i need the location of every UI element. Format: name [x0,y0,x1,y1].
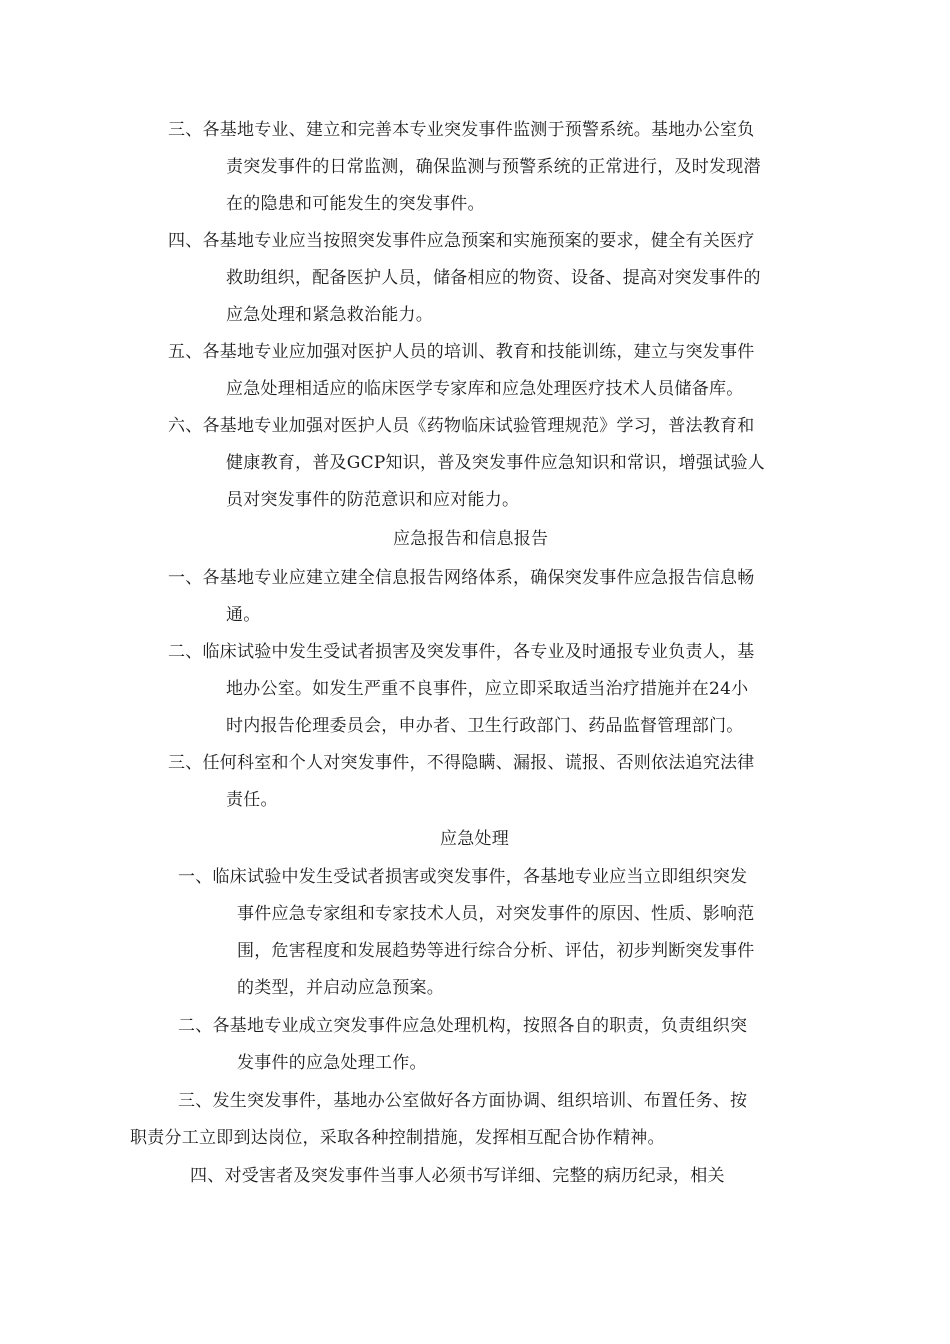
paragraph-line: 五、各基地专业应加强对医护人员的培训、教育和技能训练，建立与突发事件 [168,342,755,362]
paragraph-line: 员对突发事件的防范意识和应对能力。 [226,490,520,510]
paragraph-line: 三、各基地专业、建立和完善本专业突发事件监测于预警系统。基地办公室负 [168,120,755,140]
section-heading: 应急报告和信息报告 [393,529,549,549]
paragraph-line: 在的隐患和可能发生的突发事件。 [226,194,485,214]
paragraph-line: 发事件的应急处理工作。 [237,1053,427,1073]
paragraph-line: 一、各基地专业应建立建全信息报告网络体系，确保突发事件应急报告信息畅 [168,568,755,588]
paragraph-line: 应急处理相适应的临床医学专家库和应急处理医疗技术人员储备库。 [226,379,744,399]
paragraph-line: 围，危害程度和发展趋势等进行综合分析、评估，初步判断突发事件 [237,941,755,961]
section-heading: 应急处理 [440,829,509,849]
paragraph-line: 地办公室。如发生严重不良事件，应立即采取适当治疗措施并在24小 [226,679,749,699]
paragraph-line: 通。 [226,605,261,625]
paragraph-line: 责突发事件的日常监测，确保监测与预警系统的正常进行，及时发现潜 [226,157,761,177]
paragraph-line: 应急处理和紧急救治能力。 [226,305,433,325]
paragraph-line: 职责分工立即到达岗位，采取各种控制措施，发挥相互配合协作精神。 [130,1128,665,1148]
paragraph-line: 的类型，并启动应急预案。 [237,978,444,998]
paragraph-line: 健康教育，普及GCP知识，普及突发事件应急知识和常识，增强试验人 [226,453,766,473]
paragraph-line: 救助组织，配备医护人员，储备相应的物资、设备、提高对突发事件的 [226,268,761,288]
paragraph-line: 二、临床试验中发生受试者损害及突发事件，各专业及时通报专业负责人，基 [168,642,755,662]
paragraph-line: 二、各基地专业成立突发事件应急处理机构，按照各自的职责，负责组织突 [178,1016,748,1036]
paragraph-line: 四、各基地专业应当按照突发事件应急预案和实施预案的要求，健全有关医疗 [168,231,755,251]
paragraph-line: 三、发生突发事件，基地办公室做好各方面协调、组织培训、布置任务、按 [178,1091,748,1111]
paragraph-line: 责任。 [226,790,278,810]
paragraph-line: 六、各基地专业加强对医护人员《药物临床试验管理规范》学习，普法教育和 [168,416,755,436]
paragraph-line: 四、对受害者及突发事件当事人必须书写详细、完整的病历纪录，相关 [190,1166,725,1186]
paragraph-line: 时内报告伦理委员会，申办者、卫生行政部门、药品监督管理部门。 [226,716,744,736]
paragraph-line: 三、任何科室和个人对突发事件，不得隐瞒、漏报、谎报、否则依法追究法律 [168,753,755,773]
paragraph-line: 一、临床试验中发生受试者损害或突发事件，各基地专业应当立即组织突发 [178,867,748,887]
paragraph-line: 事件应急专家组和专家技术人员，对突发事件的原因、性质、影响范 [237,904,755,924]
